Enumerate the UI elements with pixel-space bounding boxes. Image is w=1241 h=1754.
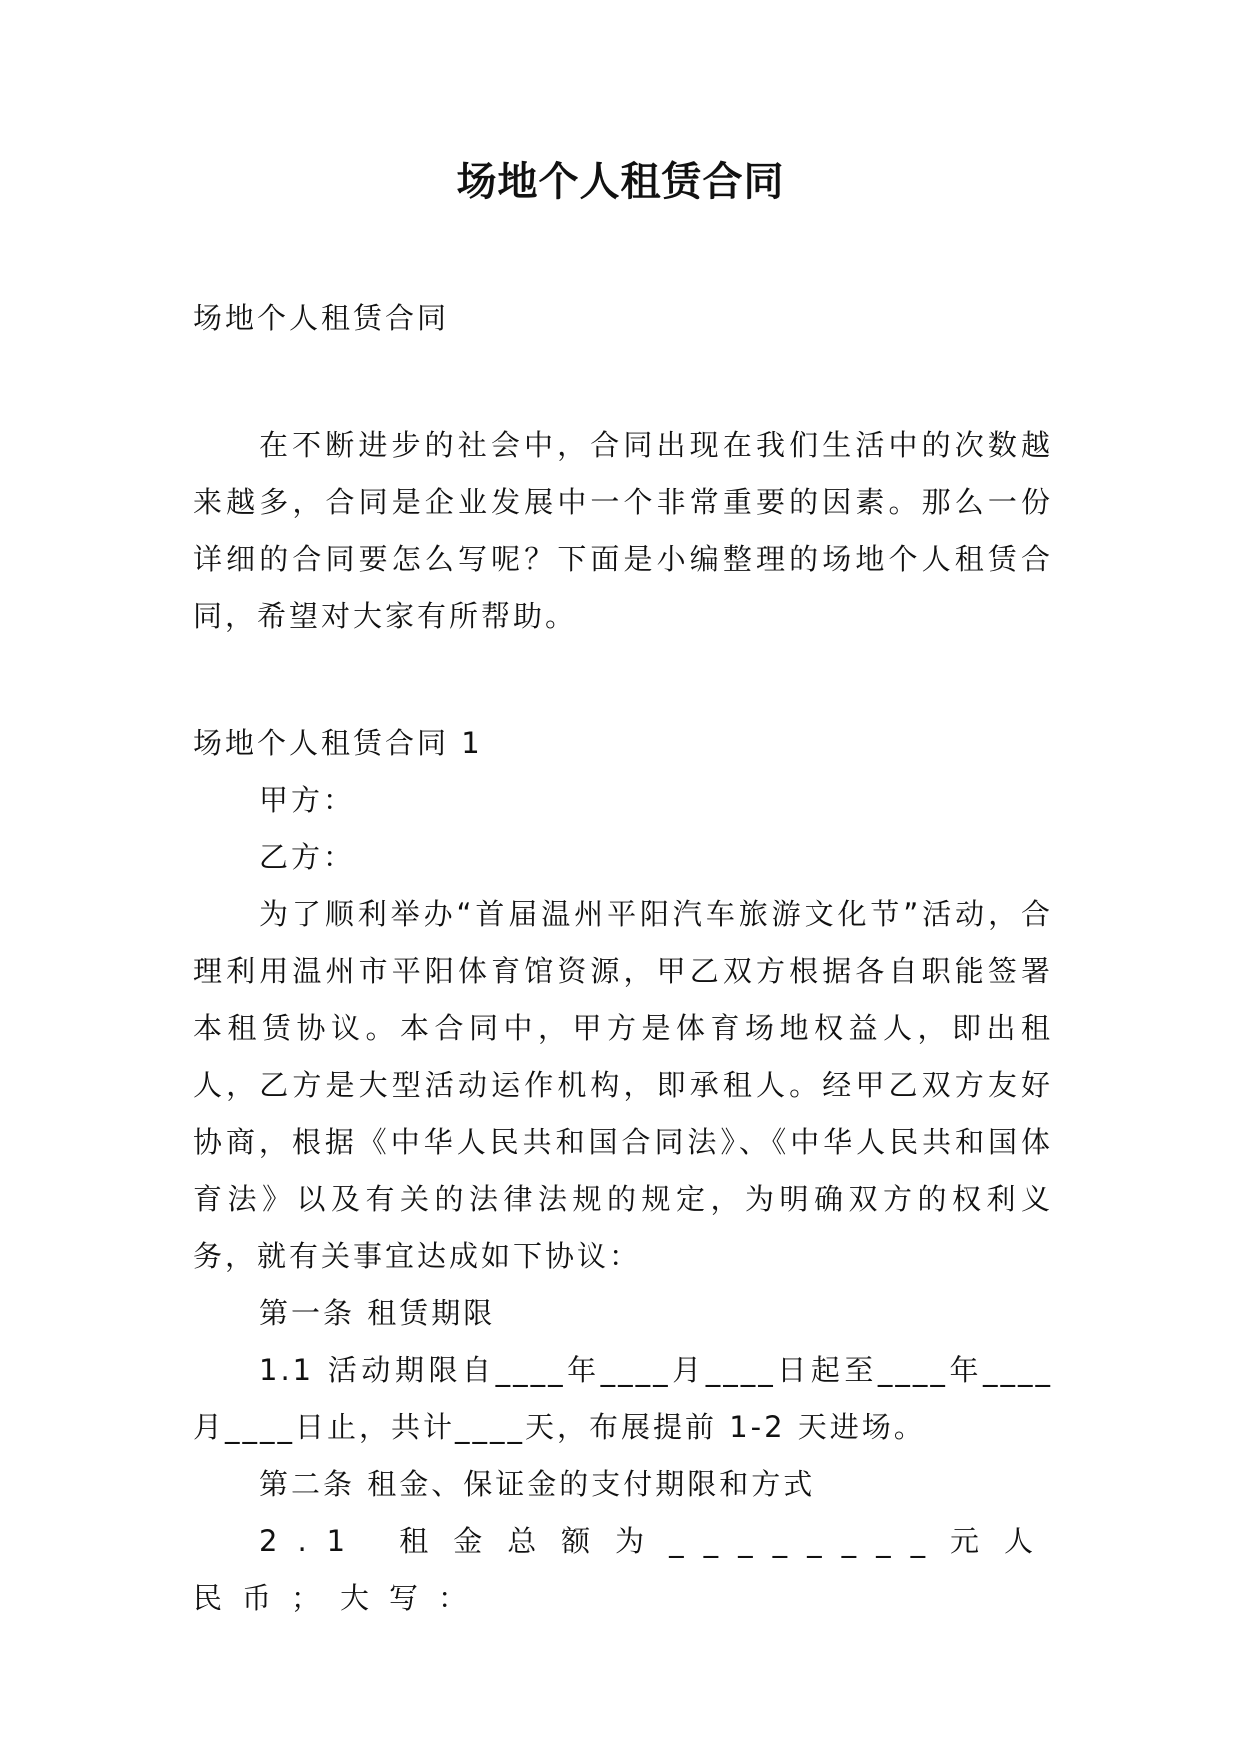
document-body [193, 290, 1053, 1627]
article-1-heading: 第一条 租赁期限 [259, 1296, 496, 1330]
document-subtitle: 场地个人租赁合同 [193, 301, 450, 335]
section-heading: 场地个人租赁合同 1 [193, 726, 483, 760]
intro-paragraph: 在不断进步的社会中，合同出现在我们生活中的次数越来越多，合同是企业发展中一个非常重要的因素。那么一份详细的合同要怎么写呢？下面是小编整理的场地个人租赁合同，希望对大家有所帮助。 [193, 428, 1053, 633]
party-a-line: 甲方： [259, 783, 356, 817]
preamble-paragraph: 为了顺利举办“首届温州平阳汽车旅游文化节”活动，合理利用温州市平阳体育馆资源，甲乙双方根据各自职能签署本租赁协议。本合同中，甲方是体育场地权益人，即出租人，乙方是大型活动运作机构，即承租人。经甲乙双方友好协商，根据《中华人民共和国合同法》、《中华人民共和国体育法》以及有关的法律法规的规定，为明确双方的权利义务，就有关事宜达成如下协议： [193, 897, 1053, 1273]
clause-1-1: 1.1 活动期限自____年____月____日起至____年____月____日止，共计____天，布展提前 1-2 天进场。 [193, 1353, 1053, 1444]
party-b-line: 乙方： [259, 840, 356, 874]
article-2-heading: 第二条 租金、保证金的支付期限和方式 [259, 1467, 816, 1501]
clause-2-1: 2.1 租金总额为________元人民币；大写： [193, 1524, 1053, 1615]
document-title: 场地个人租赁合同 [456, 158, 785, 205]
